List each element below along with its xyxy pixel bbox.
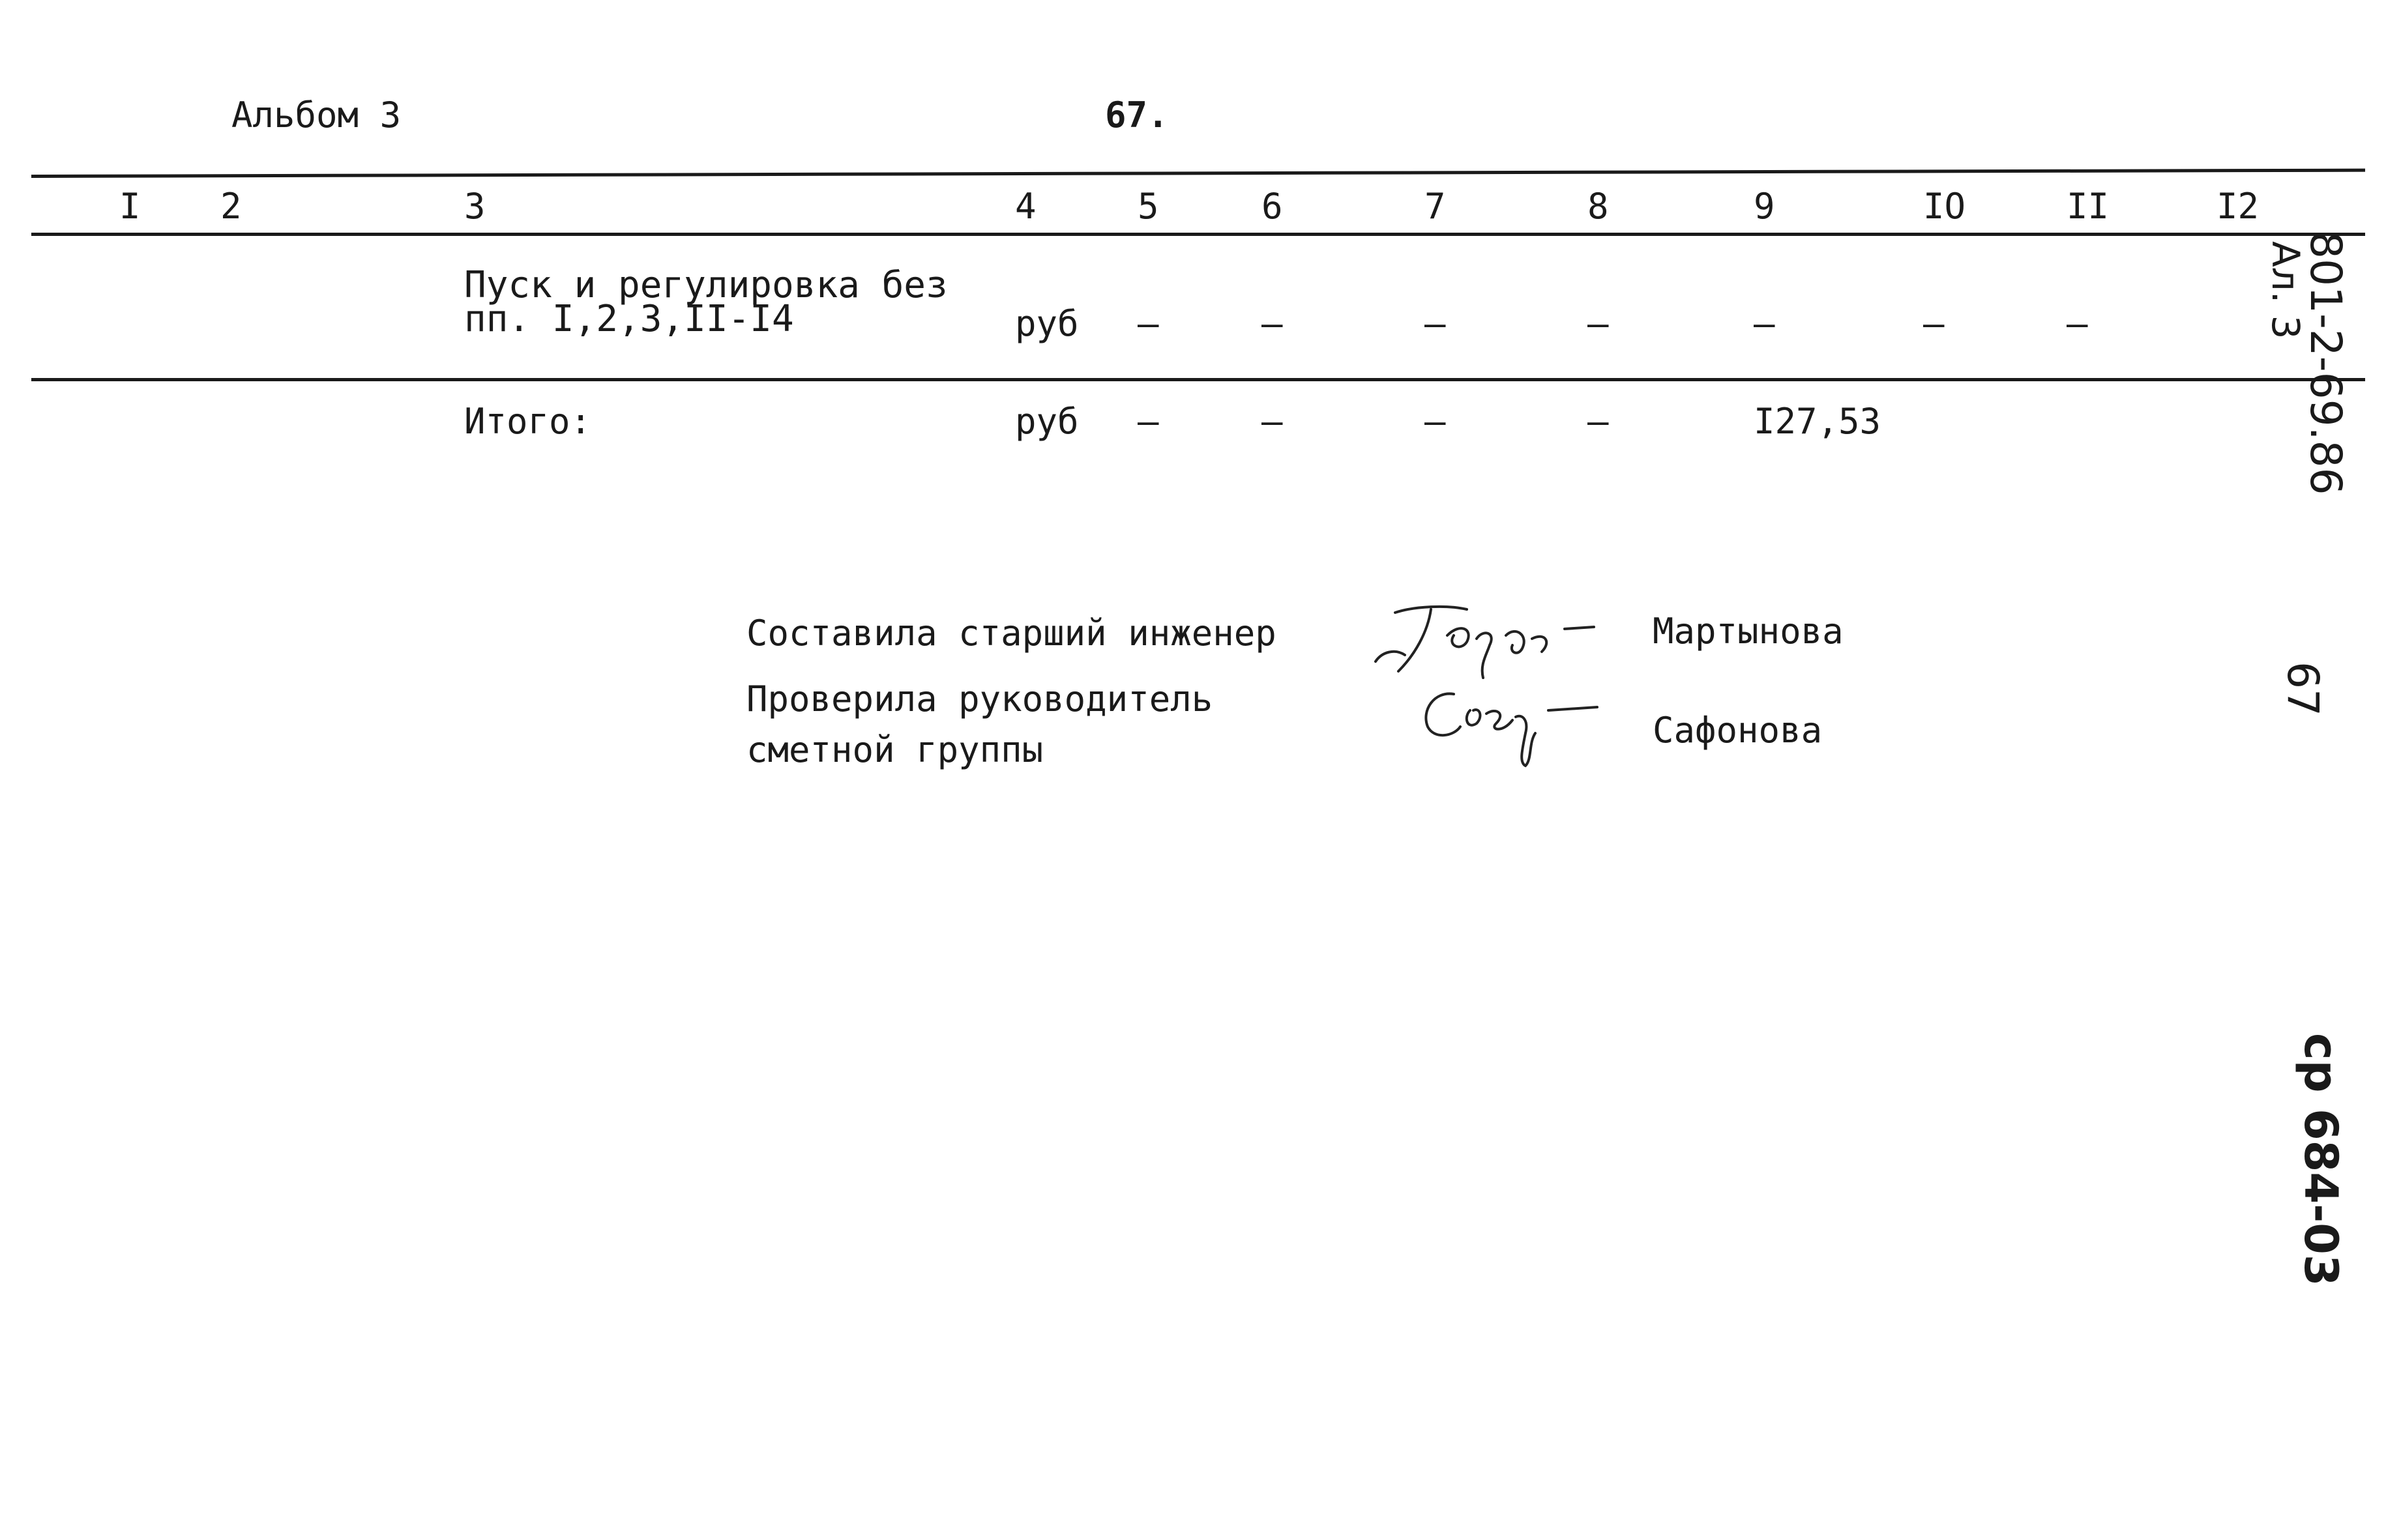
handwritten-signature-1 [1369, 600, 1604, 691]
column-header-8: 8 [1587, 186, 1609, 227]
page-number-top: 67. [1105, 94, 1169, 136]
checked-by-label-line1: Проверила руководитель [746, 678, 1213, 719]
row-cell-8: – [1587, 303, 1609, 344]
row-cell-6: – [1261, 303, 1283, 344]
total-cell-5: – [1138, 401, 1159, 442]
checked-by-label-line2: сметной группы [746, 729, 1044, 770]
table-top-rule [31, 169, 2365, 178]
album-ref-stamp: Ал. 3 [2263, 241, 2308, 340]
column-header-10: IO [1923, 186, 1966, 227]
total-label: Итого: [464, 401, 592, 442]
row-cell-11: – [2067, 303, 2088, 344]
doc-code-stamp: 801-2-69.86 [2301, 231, 2351, 495]
row-name-line1: Пуск и регулировка без [464, 264, 948, 306]
column-header-1: I [119, 186, 141, 227]
column-header-7: 7 [1424, 186, 1446, 227]
column-header-12: I2 [2217, 186, 2260, 227]
column-header-2: 2 [220, 186, 242, 227]
handwritten-signature-2 [1408, 681, 1617, 772]
column-header-11: II [2067, 186, 2110, 227]
checked-by-name: Сафонова [1653, 710, 1823, 751]
compiled-by-label: Составила старший инженер [746, 613, 1276, 654]
column-header-9: 9 [1754, 186, 1775, 227]
row-separator-rule [31, 378, 2365, 381]
row-cell-5: – [1138, 303, 1159, 344]
total-cell-7: – [1424, 401, 1446, 442]
row-cell-9: – [1754, 303, 1775, 344]
archive-code-stamp: ср 684-03 [2294, 1033, 2348, 1286]
row-unit: руб [1015, 303, 1079, 344]
row-cell-10: – [1923, 303, 1945, 344]
total-unit: руб [1015, 401, 1079, 442]
row-name-line2: пп. I,2,3,II-I4 [464, 298, 794, 340]
total-cell-8: – [1587, 401, 1609, 442]
row-cell-7: – [1424, 303, 1446, 344]
column-header-5: 5 [1138, 186, 1159, 227]
column-header-3: 3 [464, 186, 486, 227]
album-label: Альбом 3 [231, 94, 402, 136]
total-value: I27,53 [1754, 401, 1881, 442]
side-page-number: 67 [2278, 661, 2328, 716]
header-bottom-rule [31, 233, 2365, 236]
compiled-by-name: Мартынова [1653, 611, 1844, 652]
total-cell-6: – [1261, 401, 1283, 442]
column-header-6: 6 [1261, 186, 1283, 227]
column-header-4: 4 [1015, 186, 1037, 227]
